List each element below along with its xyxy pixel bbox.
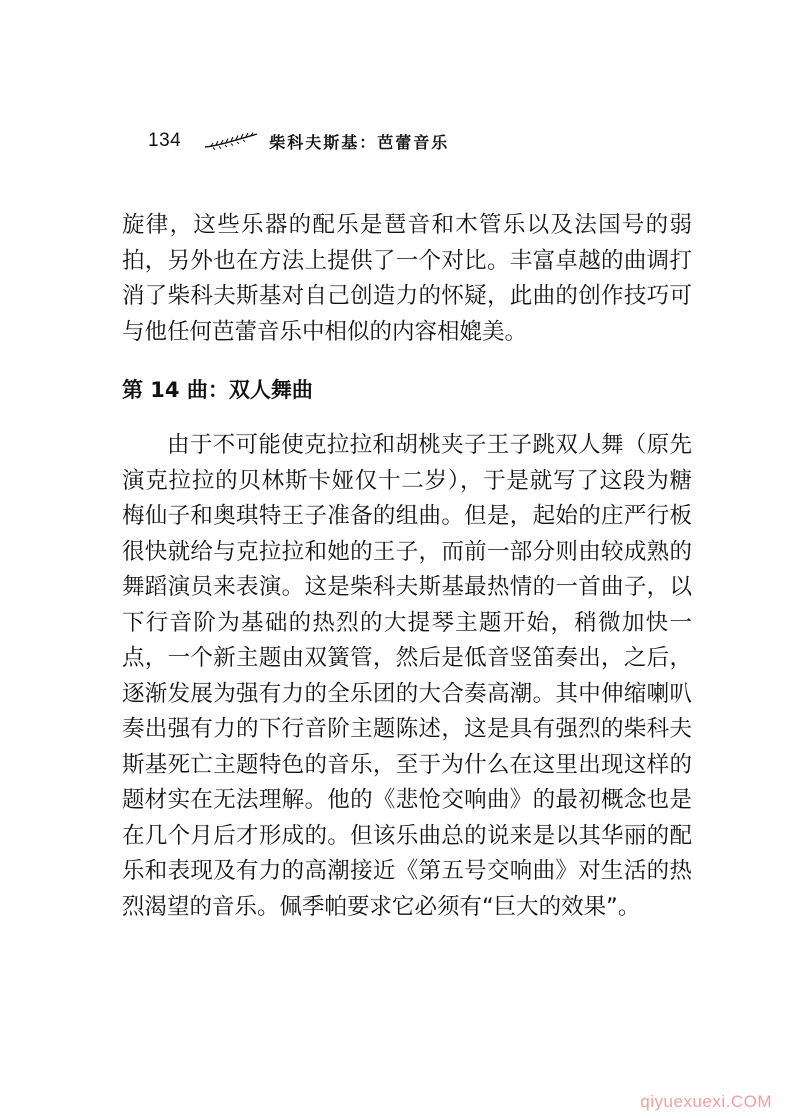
paragraph-continuation: 旋律，这些乐器的配乐是琶音和木管乐以及法国号的弱拍，另外也在方法上提供了一个对比。丰富卓越的曲调打消了柴科夫斯基对自己创造力的怀疑，此曲的创作技巧可与他任何芭蕾音乐中相似的内容相媲美。	[122, 212, 692, 345]
site-watermark: qiyuexuexi.COM	[640, 1092, 772, 1111]
running-title: 柴科夫斯基：芭蕾音乐	[269, 132, 450, 152]
paragraph-body: 由于不可能使克拉拉和胡桃夹子王子跳双人舞（原先演克拉拉的贝林斯卡娅仅十二岁），于是就写了这段为糖梅仙子和奥琪特王子准备的组曲。但是，起始的庄严行板很快就给与克拉拉和她的王子，而前一部分则由较成熟的舞蹈演员来表演。这是柴科夫斯基最热情的一首曲子，以下行音阶为基础的热烈的大提琴主题开始，稍微加快一点，一个新主题由双簧管，然后是低音竖笛奏出，之后，逐渐发展为强有力的全乐团的大合奏高潮。其中伸缩喇叭奏出强有力的下行音阶主题陈述，这是具有强烈的柴科夫斯基死亡主题特色的音乐，至于为什么在这里出现这样的题材实在无法理解。他的《悲怆交响曲》的最初概念也是在几个月后才形成的。但该乐曲总的说来是以其华丽的配乐和表现及有力的高潮接近《第五号交响曲》对生活的热烈渴望的音乐。佩季帕要求它必须有“巨大的效果”。	[122, 432, 692, 920]
feather-ornament-icon	[203, 131, 259, 151]
section-heading: 第 14 曲：双人舞曲	[122, 378, 313, 402]
page-number: 134	[148, 130, 182, 151]
page-header	[148, 126, 449, 156]
